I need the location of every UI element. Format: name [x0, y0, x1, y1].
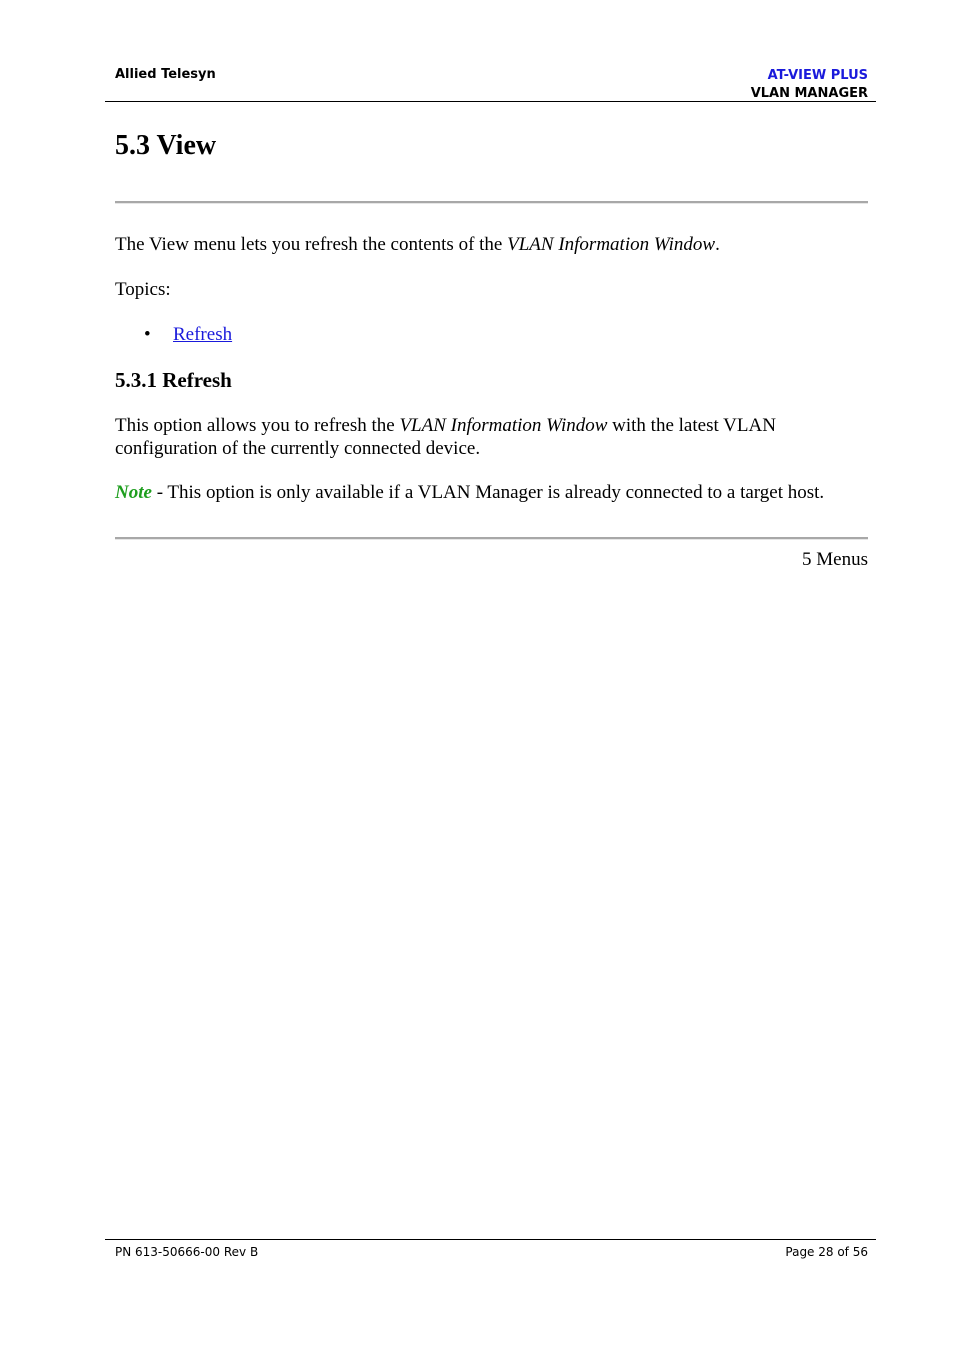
chapter-link[interactable]: 5 Menus [802, 549, 868, 570]
note-text: - This option is only available if a VLAN Manager is already connected to a target host. [151, 482, 825, 503]
header-product: AT-VIEW PLUS [767, 68, 868, 83]
note-paragraph [115, 481, 875, 504]
header-subtitle: VLAN MANAGER [750, 86, 868, 101]
header-divider [105, 101, 876, 102]
intro-paragraph [115, 233, 875, 256]
refresh-window-name: VLAN Information Window [399, 415, 608, 436]
bullet-icon: • [144, 324, 151, 345]
refresh-text: This option allows you to refresh the [115, 415, 400, 436]
section-divider [115, 201, 868, 204]
header-company: Allied Telesyn [115, 67, 216, 82]
section-title: 5.3 View [115, 130, 217, 161]
intro-window-name: VLAN Information Window [507, 234, 716, 255]
footer-part-number: PN 613-50666-00 Rev B [115, 1245, 259, 1259]
header-product-block [751, 67, 868, 103]
intro-text: The View menu lets you refresh the contents of the [115, 234, 508, 255]
subsection-title: 5.3.1 Refresh [115, 368, 232, 392]
refresh-text-end: with the latest VLAN configuration of the currently connected device. [115, 415, 776, 459]
intro-end: . [715, 234, 720, 255]
refresh-paragraph [115, 414, 875, 460]
bottom-divider [115, 537, 868, 540]
topics-label: Topics: [115, 279, 171, 300]
topic-link-refresh[interactable]: Refresh [173, 324, 233, 345]
note-label: Note [115, 482, 152, 503]
footer-page-number: Page 28 of 56 [785, 1245, 868, 1259]
footer-divider [105, 1239, 876, 1240]
